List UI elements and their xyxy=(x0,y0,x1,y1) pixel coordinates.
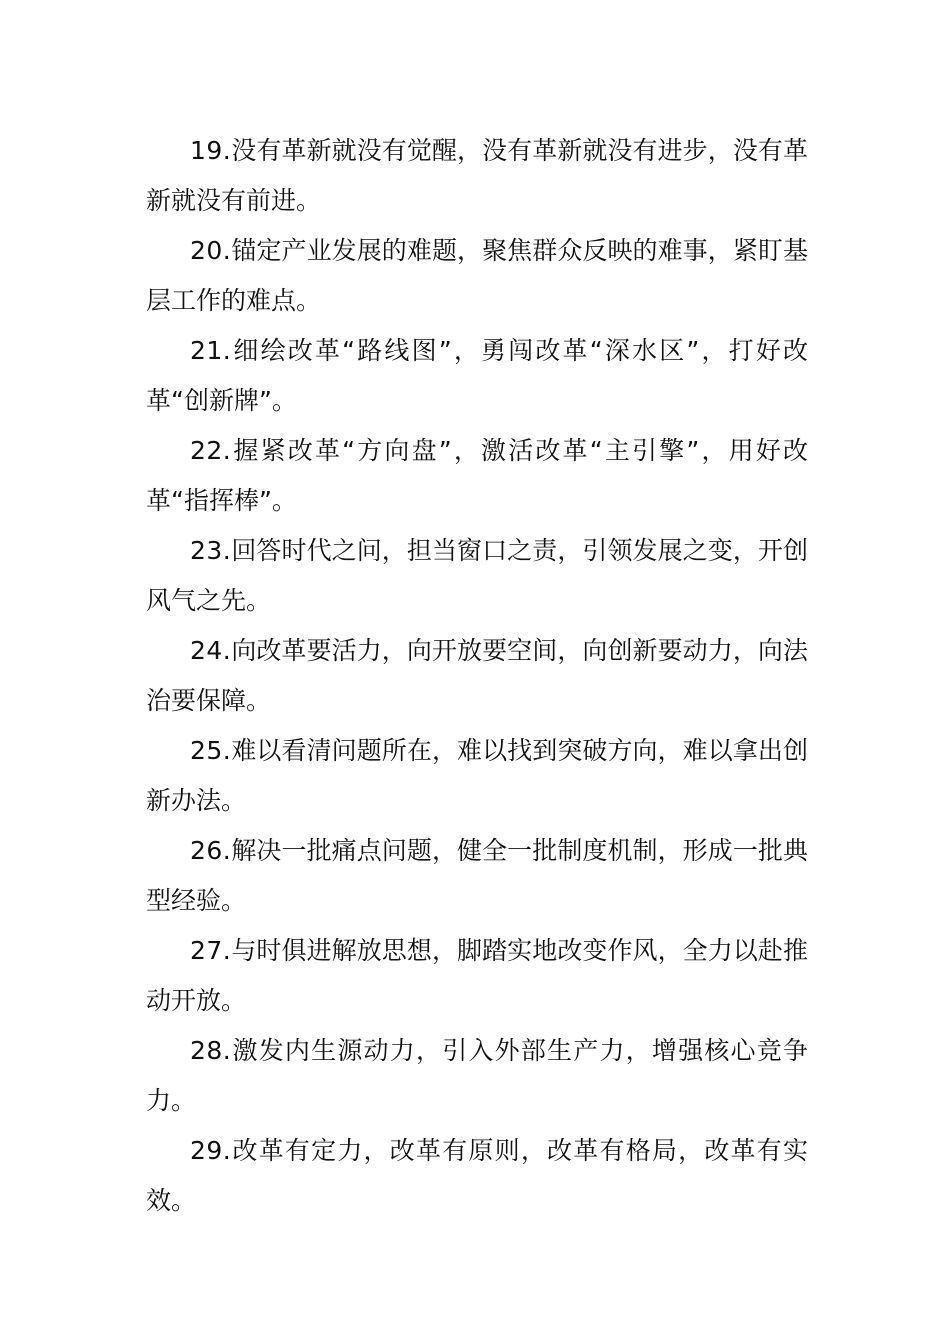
document-body xyxy=(146,126,808,1226)
paragraph-number: 22. xyxy=(190,436,232,465)
paragraph-21 xyxy=(146,326,808,426)
paragraph-29 xyxy=(146,1126,808,1226)
paragraph-number: 29. xyxy=(190,1136,232,1165)
paragraph-text: 激发内生源动力，引入外部生产力，增强核心竞争力。 xyxy=(146,1036,808,1115)
paragraph-number: 25. xyxy=(190,736,232,765)
paragraph-text: 与时俱进解放思想，脚踏实地改变作风，全力以赴推动开放。 xyxy=(146,936,808,1015)
paragraph-26 xyxy=(146,826,808,926)
paragraph-25 xyxy=(146,726,808,826)
paragraph-number: 24. xyxy=(190,636,232,665)
paragraph-number: 20. xyxy=(190,236,232,265)
paragraph-number: 26. xyxy=(190,836,232,865)
paragraph-number: 27. xyxy=(190,936,232,965)
paragraph-text: 锚定产业发展的难题，聚焦群众反映的难事，紧盯基层工作的难点。 xyxy=(146,236,808,315)
paragraph-text: 向改革要活力，向开放要空间，向创新要动力，向法治要保障。 xyxy=(146,636,808,715)
paragraph-text: 改革有定力，改革有原则，改革有格局，改革有实效。 xyxy=(146,1136,808,1215)
paragraph-number: 19. xyxy=(190,136,232,165)
paragraph-20 xyxy=(146,226,808,326)
paragraph-text: 回答时代之问，担当窗口之责，引领发展之变，开创风气之先。 xyxy=(146,536,808,615)
paragraph-23 xyxy=(146,526,808,626)
paragraph-27 xyxy=(146,926,808,1026)
paragraph-text: 难以看清问题所在，难以找到突破方向，难以拿出创新办法。 xyxy=(146,736,808,815)
paragraph-22 xyxy=(146,426,808,526)
paragraph-text: 细绘改革“路线图”，勇闯改革“深水区”，打好改革“创新牌”。 xyxy=(146,336,808,415)
paragraph-number: 23. xyxy=(190,536,232,565)
paragraph-text: 解决一批痛点问题，健全一批制度机制，形成一批典型经验。 xyxy=(146,836,808,915)
paragraph-text: 没有革新就没有觉醒，没有革新就没有进步，没有革新就没有前进。 xyxy=(146,136,808,215)
paragraph-number: 28. xyxy=(190,1036,232,1065)
paragraph-text: 握紧改革“方向盘”，激活改革“主引擎”，用好改革“指挥棒”。 xyxy=(146,436,808,515)
paragraph-19 xyxy=(146,126,808,226)
paragraph-28 xyxy=(146,1026,808,1126)
paragraph-24 xyxy=(146,626,808,726)
paragraph-number: 21. xyxy=(190,336,232,365)
